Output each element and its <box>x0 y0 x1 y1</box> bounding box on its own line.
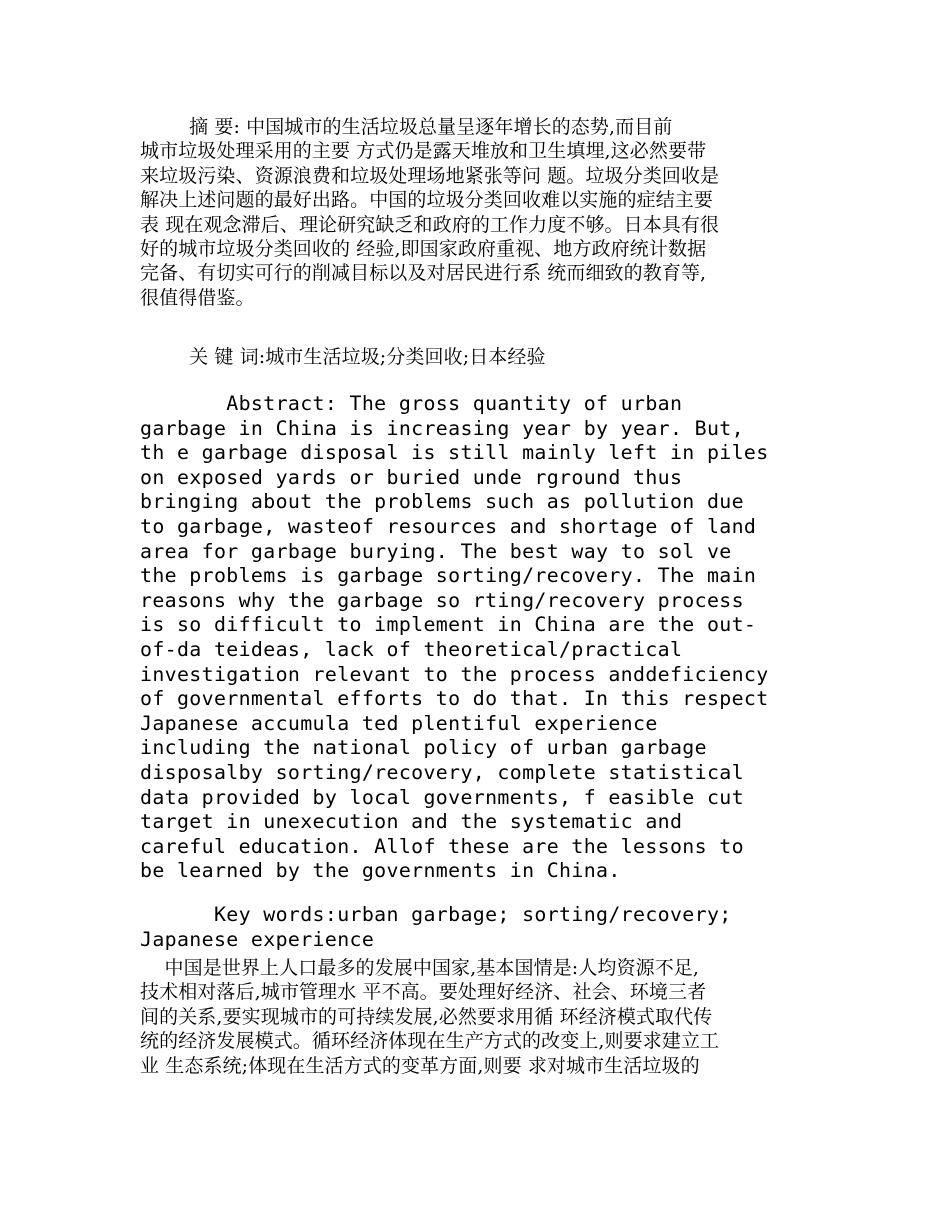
abstract-chinese-line: 很值得借鉴。 <box>140 286 255 309</box>
abstract-english-line: including the national policy of urban garbage <box>140 736 707 760</box>
abstract-chinese-line: 来垃圾污染、资源浪费和垃圾处理场地紧张等问 题。垃圾分类回收是 <box>140 164 720 187</box>
body-paragraph-line: 技术相对落后,城市管理水 平不高。要处理好经济、社会、环境三者 <box>140 981 707 1004</box>
abstract-english-line: to garbage, wasteof resources and shortage of land <box>140 514 757 538</box>
body-paragraph-line: 业 生态系统;体现在生活方式的变革方面,则要 求对城市生活垃圾的 <box>140 1054 700 1077</box>
abstract-english-line: target in unexecution and the systematic and <box>140 810 683 834</box>
abstract-english-line: area for garbage burying. The best way to sol ve <box>140 539 732 563</box>
keywords-chinese-line: 关 键 词:城市生活垃圾;分类回收;日本经验 <box>140 346 546 368</box>
abstract-english-line: is so difficult to implement in China are the out- <box>140 613 757 637</box>
keywords-english-line: Key words:urban garbage; sorting/recovery; <box>140 903 732 926</box>
abstract-english-line: data provided by local governments, f easible cut <box>140 785 744 809</box>
abstract-chinese-line: 好的城市垃圾分类回收的 经验,即国家政府重视、地方政府统计数据 <box>140 238 707 261</box>
body-paragraph-line: 统的经济发展模式。循环经济体现在生产方式的改变上,则要求建立工 <box>140 1030 720 1053</box>
abstract-english <box>140 392 810 884</box>
abstract-chinese-line: 解决上述问题的最好出路。中国的垃圾分类回收难以实施的症结主要 <box>140 189 714 212</box>
abstract-english-line: on exposed yards or buried unde rground thus <box>140 465 683 489</box>
abstract-english-line: of governmental efforts to do that. In this respect <box>140 687 769 711</box>
abstract-english-line: investigation relevant to the process anddeficiency <box>140 662 769 686</box>
abstract-english-line: reasons why the garbage so rting/recovery process <box>140 588 744 612</box>
abstract-english-line: disposalby sorting/recovery, complete statistical <box>140 760 744 784</box>
keywords-english <box>140 903 810 952</box>
abstract-english-line: of-da teideas, lack of theoretical/practical <box>140 637 683 661</box>
keywords-chinese <box>140 345 810 369</box>
abstract-english-line: th e garbage disposal is still mainly left in piles <box>140 441 769 465</box>
body-paragraph-line: 中国是世界上人口最多的发展中国家,基本国情是:人均资源不足, <box>140 957 700 979</box>
abstract-chinese-line: 摘 要: 中国城市的生活垃圾总量呈逐年增长的态势,而目前 <box>140 116 673 138</box>
abstract-english-line: Abstract: The gross quantity of urban <box>140 392 683 415</box>
abstract-english-line: be learned by the governments in China. <box>140 859 621 883</box>
body-paragraph-chinese <box>140 956 810 1078</box>
abstract-english-line: the problems is garbage sorting/recovery. The main <box>140 564 757 588</box>
abstract-chinese-line: 表 现在观念滞后、理论研究缺乏和政府的工作力度不够。日本具有很 <box>140 213 720 236</box>
body-paragraph-line: 间的关系,要实现城市的可持续发展,必然要求用循 环经济模式取代传 <box>140 1005 713 1028</box>
keywords-english-line: Japanese experience <box>140 927 375 951</box>
abstract-english-line: garbage in China is increasing year by year. But, <box>140 416 744 440</box>
abstract-chinese <box>140 115 810 310</box>
abstract-chinese-line: 城市垃圾处理采用的主要 方式仍是露天堆放和卫生填埋,这必然要带 <box>140 140 707 163</box>
abstract-english-line: Japanese accumula ted plentiful experience <box>140 711 658 735</box>
abstract-english-line: bringing about the problems such as pollution due <box>140 490 744 514</box>
abstract-english-line: careful education. Allof these are the lessons to <box>140 834 744 858</box>
abstract-chinese-line: 完备、有切实可行的削减目标以及对居民进行系 统而细致的教育等, <box>140 262 707 285</box>
